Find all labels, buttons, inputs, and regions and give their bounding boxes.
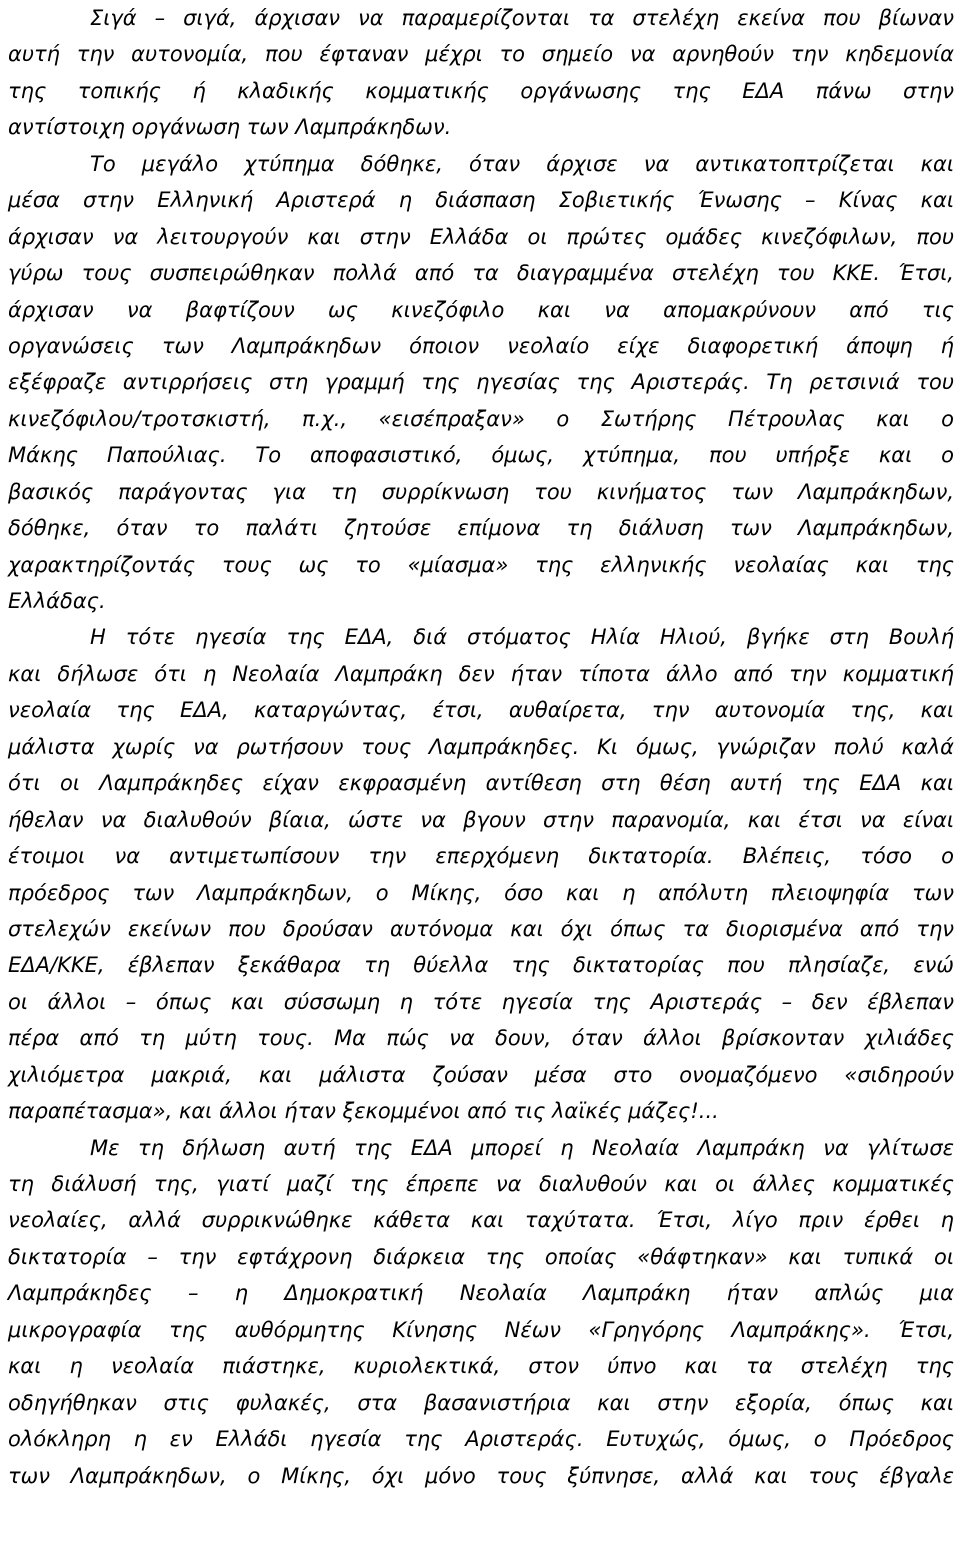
text-line: νεολαία της ΕΔΑ, καταργώντας, έτσι, αυθαίρετα, την αυτονομία της, και	[8, 698, 954, 723]
text-line: στελεχών εκείνων που δρούσαν αυτόνομα και όχι όπως τα διορισμένα από την	[8, 916, 954, 941]
text-line: μέσα στην Ελληνική Αριστερά η διάσπαση Σοβιετικής Ένωσης – Κίνας και	[8, 188, 954, 213]
text-line: νεολαίες, αλλά συρρικνώθηκε κάθετα και ταχύτατα. Έτσι, λίγο πριν έρθει η	[8, 1208, 954, 1233]
text-line: των Λαμπράκηδων, ο Μίκης, όχι μόνο τους ξύπνησε, αλλά και τους έβγαλε	[8, 1463, 954, 1488]
text-line: Ελλάδας.	[8, 589, 106, 613]
text-line: παραπέτασμα», και άλλοι ήταν ξεκομμένοι από τις λαϊκές μάζες!...	[8, 1099, 719, 1124]
text-line: κινεζόφιλου/τροτσκιστή, π.χ., «εισέπραξαν» ο Σωτήρης Πέτρουλας και ο	[8, 406, 954, 431]
text-line: ΕΔΑ/ΚΚΕ, έβλεπαν ξεκάθαρα τη θύελλα της δικτατορίας που πλησίαζε, ενώ	[8, 953, 954, 978]
text-line: οργανώσεις των Λαμπράκηδων όποιον νεολαίο είχε διαφορετική άποψη ή	[8, 333, 954, 358]
text-line: ήθελαν να διαλυθούν βίαια, ώστε να βγουν στην παρανομία, και έτσι να είναι	[8, 807, 954, 832]
text-line: Με τη δήλωση αυτή της ΕΔΑ μπορεί η Νεολαία Λαμπράκη να γλίτωσε	[90, 1135, 954, 1160]
text-line: άρχισαν να λειτουργούν και στην Ελλάδα οι πρώτες ομάδες κινεζόφιλων, που	[8, 224, 954, 249]
text-line: Λαμπράκηδες – η Δημοκρατική Νεολαία Λαμπράκη ήταν απλώς μια	[8, 1281, 954, 1306]
text-line: αντίστοιχη οργάνωση των Λαμπράκηδων.	[8, 115, 452, 140]
text-line: ότι οι Λαμπράκηδες είχαν εκφρασμένη αντίθεση στη θέση αυτή της ΕΔΑ και	[8, 771, 954, 796]
text-line: Σιγά – σιγά, άρχισαν να παραμερίζονται τα στελέχη εκείνα που βίωναν	[90, 6, 954, 30]
text-line: βασικός παράγοντας για τη συρρίκνωση του κινήματος των Λαμπράκηδων,	[8, 479, 954, 504]
text-line: της τοπικής ή κλαδικής κομματικής οργάνωσης της ΕΔΑ πάνω στην	[8, 78, 954, 103]
text-line: πέρα από τη μύτη τους. Μα πώς να δουν, όταν άλλοι βρίσκονταν χιλιάδες	[8, 1026, 954, 1051]
text-line: τη διάλυσή της, γιατί μαζί της έπρεπε να διαλυθούν και οι άλλες κομματικές	[8, 1172, 954, 1196]
text-line: χιλιόμετρα μακριά, και μάλιστα ζούσαν μέσα στο ονομαζόμενο «σιδηρούν	[8, 1062, 954, 1087]
text-line: Μάκης Παπούλιας. Το αποφασιστικό, όμως, χτύπημα, που υπήρξε και ο	[8, 443, 954, 468]
text-line: αυτή την αυτονομία, που έφταναν μέχρι το σημείο να αρνηθούν την κηδεμονία	[8, 42, 954, 67]
text-line: δικτατορία – την εφτάχρονη διάρκεια της οποίας «θάφτηκαν» και τυπικά οι	[8, 1244, 954, 1269]
text-line: δόθηκε, όταν το παλάτι ζητούσε επίμονα τη διάλυση των Λαμπράκηδων,	[8, 516, 954, 541]
text-line: γύρω τους συσπειρώθηκαν πολλά από τα διαγραμμένα στελέχη του ΚΚΕ. Έτσι,	[8, 261, 954, 286]
text-line: χαρακτηρίζοντάς τους ως το «μίασμα» της ελληνικής νεολαίας και της	[8, 552, 954, 577]
text-line: πρόεδρος των Λαμπράκηδων, ο Μίκης, όσο και η απόλυτη πλειοψηφία των	[8, 880, 954, 905]
text-line: έτοιμοι να αντιμετωπίσουν την επερχόμενη δικτατορία. Βλέπεις, τόσο ο	[8, 844, 954, 869]
text-line: άρχισαν να βαφτίζουν ως κινεζόφιλο και να απομακρύνουν από τις	[8, 297, 954, 322]
body-text	[8, 0, 954, 1494]
text-line: Το μεγάλο χτύπημα δόθηκε, όταν άρχισε να αντικατοπτρίζεται και	[90, 151, 954, 176]
text-line: οδηγήθηκαν στις φυλακές, στα βασανιστήρια και στην εξορία, όπως και	[8, 1390, 954, 1415]
text-line: και η νεολαία πιάστηκε, κυριολεκτικά, στον ύπνο και τα στελέχη της	[8, 1354, 954, 1379]
text-line: και δήλωσε ότι η Νεολαία Λαμπράκη δεν ήταν τίποτα άλλο από την κομματική	[8, 661, 954, 686]
text-line: οι άλλοι – όπως και σύσσωμη η τότε ηγεσία της Αριστεράς – δεν έβλεπαν	[8, 989, 954, 1014]
text-line: μάλιστα χωρίς να ρωτήσουν τους Λαμπράκηδες. Κι όμως, γνώριζαν πολύ καλά	[8, 734, 954, 759]
text-line: μικρογραφία της αυθόρμητης Κίνησης Νέων «Γρηγόρης Λαμπράκης». Έτσι,	[8, 1317, 954, 1342]
text-line: Η τότε ηγεσία της ΕΔΑ, διά στόματος Ηλία Ηλιού, βγήκε στη Βουλή	[90, 625, 954, 650]
text-line: ολόκληρη η εν Ελλάδι ηγεσία της Αριστεράς. Ευτυχώς, όμως, ο Πρόεδρος	[8, 1427, 954, 1452]
text-line: εξέφραζε αντιρρήσεις στη γραμμή της ηγεσίας της Αριστεράς. Τη ρετσινιά του	[8, 370, 954, 395]
